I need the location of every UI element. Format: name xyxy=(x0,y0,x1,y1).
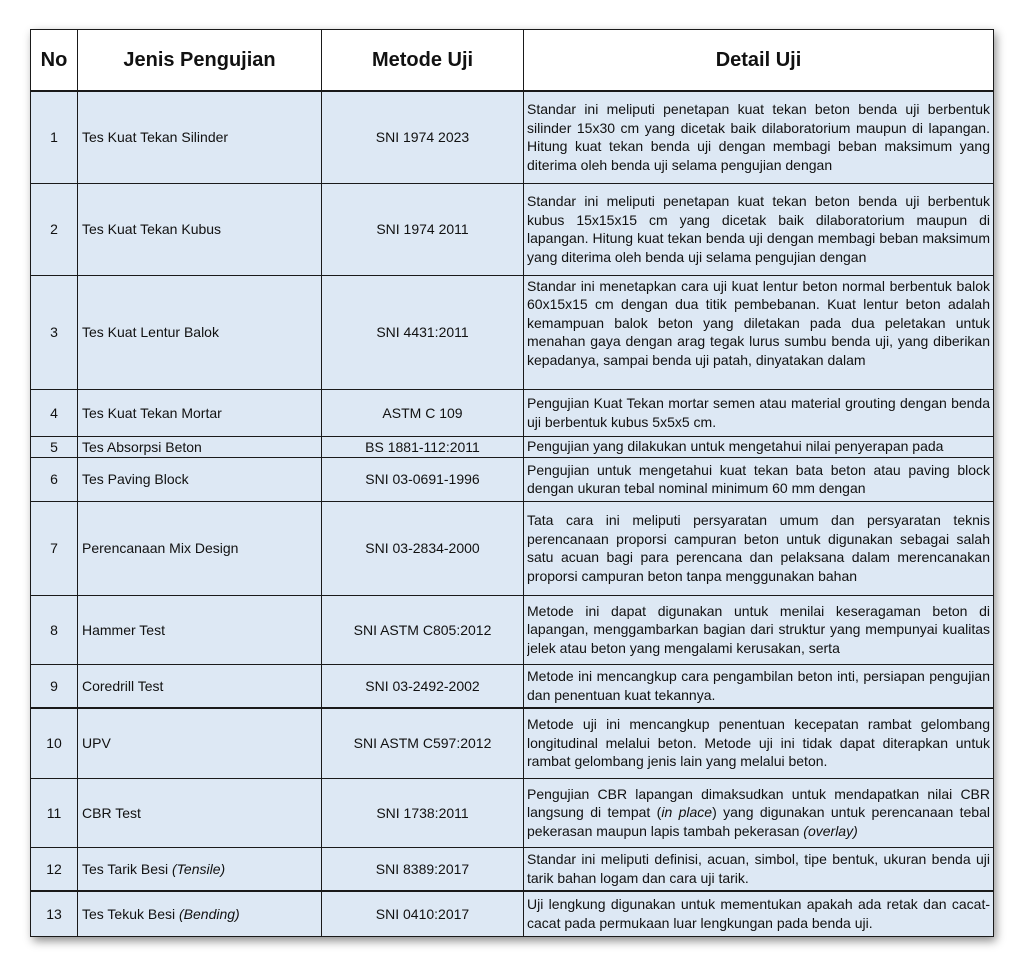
row-detail xyxy=(524,595,994,664)
row-jenis xyxy=(78,847,322,891)
row-no: 10 xyxy=(31,708,78,778)
table-row xyxy=(31,457,994,501)
row-metode: SNI ASTM C805:2012 xyxy=(322,595,524,664)
row-no: 5 xyxy=(31,436,78,457)
jenis-italic-part: (Tensile) xyxy=(172,860,226,877)
row-detail-text: Standar ini menetapkan cara uji kuat lentur beton normal berbentuk balok 60x15x15 cm dengan dua titik pembebanan. Kuat lentur beton adalah kemampuan balok beton yang diletakan pada dua peletakan untuk menahan gaya dengan arag tegak lurus sumbu benda uji, yang diberikan kepadanya, sampai benda uji patah, dinyatakan dalam xyxy=(527,277,990,368)
row-no: 3 xyxy=(31,275,78,389)
row-metode: SNI 1738:2011 xyxy=(322,778,524,847)
row-detail-text: Standar ini meliputi penetapan kuat tekan beton benda uji berbentuk silinder 15x30 cm yang dicetak baik dilaboratorium maupun di lapangan. Hitung kuat tekan benda uji dengan membagi beban maksimum yang diterima oleh benda uji selama pengujian dengan xyxy=(527,101,990,173)
row-no: 9 xyxy=(31,664,78,708)
table-row xyxy=(31,183,994,275)
row-jenis: Tes Kuat Tekan Silinder xyxy=(78,91,322,183)
row-metode: SNI 1974 2011 xyxy=(322,183,524,275)
table-row xyxy=(31,275,994,389)
row-detail xyxy=(524,91,994,183)
row-detail-text xyxy=(527,785,990,841)
jenis-text-part: Tes Tarik Besi xyxy=(82,860,172,877)
row-detail xyxy=(524,891,994,936)
row-detail-text: Metode ini mencangkup cara pengambilan beton inti, persiapan pengujian dan penentuan kuat tekannya. xyxy=(527,668,990,703)
jenis-text-part: Tes Tekuk Besi xyxy=(82,905,180,922)
header-no: No xyxy=(31,30,78,92)
row-detail-text: Standar ini meliputi definisi, acuan, simbol, tipe bentuk, ukuran benda uji tarik bahan logam dan cara uji tarik. xyxy=(527,851,990,886)
row-detail-text: Pengujian untuk mengetahui kuat tekan bata beton atau paving block dengan ukuran tebal nominal minimum 60 mm dengan xyxy=(527,461,990,496)
row-detail xyxy=(524,436,994,457)
table-row xyxy=(31,91,994,183)
row-jenis: Tes Paving Block xyxy=(78,457,322,501)
header-detail: Detail Uji xyxy=(524,30,994,92)
row-detail-text: Metode ini dapat digunakan untuk menilai keseragaman beton di lapangan, menggambarkan bagian dari struktur yang mempunyai kualitas jelek atau beton yang mengalami kerusakan, serta xyxy=(527,602,990,656)
row-jenis: Coredrill Test xyxy=(78,664,322,708)
detail-text-part: ) yang digunakan untuk perencanaan tebal pekerasan maupun lapis tambah pekerasan xyxy=(527,804,990,839)
row-detail xyxy=(524,457,994,501)
row-jenis: Hammer Test xyxy=(78,595,322,664)
row-metode: BS 1881-112:2011 xyxy=(322,436,524,457)
row-jenis: Tes Absorpsi Beton xyxy=(78,436,322,457)
table-row xyxy=(31,847,994,891)
table-row xyxy=(31,891,994,936)
test-table-sheet xyxy=(30,29,993,937)
row-no: 6 xyxy=(31,457,78,501)
table-row xyxy=(31,778,994,847)
row-jenis: Tes Kuat Lentur Balok xyxy=(78,275,322,389)
header-jenis: Jenis Pengujian xyxy=(78,30,322,92)
row-metode: SNI 8389:2017 xyxy=(322,847,524,891)
row-metode: SNI 03-2492-2002 xyxy=(322,664,524,708)
row-detail-text: Pengujian Kuat Tekan mortar semen atau material grouting dengan benda uji berbentuk kubus 5x5x5 cm. xyxy=(527,395,990,430)
row-metode: SNI 1974 2023 xyxy=(322,91,524,183)
row-no: 12 xyxy=(31,847,78,891)
row-metode: SNI 03-2834-2000 xyxy=(322,501,524,595)
test-table xyxy=(30,29,994,937)
row-jenis: UPV xyxy=(78,708,322,778)
row-detail-text: Standar ini meliputi penetapan kuat tekan beton benda uji berbentuk kubus 15x15x15 cm yang dicetak baik dilaboratorium maupun di lapangan. Hitung kuat tekan benda uji dengan membagi beban maksimum yang diterima oleh benda uji selama pengujian dengan xyxy=(527,193,990,265)
row-detail-text: Uji lengkung digunakan untuk mementukan apakah ada retak dan cacat-cacat pada permukaan luar lengkungan pada benda uji. xyxy=(527,896,990,931)
row-jenis: Perencanaan Mix Design xyxy=(78,501,322,595)
row-detail xyxy=(524,501,994,595)
header-metode: Metode Uji xyxy=(322,30,524,92)
row-no: 8 xyxy=(31,595,78,664)
row-metode: SNI 03-0691-1996 xyxy=(322,457,524,501)
table-row xyxy=(31,708,994,778)
row-detail xyxy=(524,183,994,275)
row-detail-text: Tata cara ini meliputi persyaratan umum dan persyaratan teknis perencanaan proporsi campuran beton untuk digunakan sebagai salah satu acuan bagi para perencana dan pelaksana dalam merencanakan proporsi campuran beton tanpa menggunakan bahan xyxy=(527,512,990,584)
jenis-italic-part: (Bending) xyxy=(179,905,240,922)
row-detail xyxy=(524,778,994,847)
row-detail-text: Pengujian yang dilakukan untuk mengetahui nilai penyerapan pada xyxy=(527,438,944,454)
row-no: 4 xyxy=(31,389,78,436)
table-row xyxy=(31,501,994,595)
row-no: 1 xyxy=(31,91,78,183)
row-no: 13 xyxy=(31,891,78,936)
row-jenis: Tes Kuat Tekan Kubus xyxy=(78,183,322,275)
table-row xyxy=(31,595,994,664)
row-no: 11 xyxy=(31,778,78,847)
row-detail xyxy=(524,708,994,778)
row-detail xyxy=(524,275,994,389)
row-detail xyxy=(524,389,994,436)
row-no: 2 xyxy=(31,183,78,275)
row-metode: ASTM C 109 xyxy=(322,389,524,436)
row-metode: SNI 4431:2011 xyxy=(322,275,524,389)
row-jenis: CBR Test xyxy=(78,778,322,847)
row-detail xyxy=(524,664,994,708)
table-row xyxy=(31,389,994,436)
row-no: 7 xyxy=(31,501,78,595)
table-row xyxy=(31,436,994,457)
table-row xyxy=(31,664,994,708)
row-detail xyxy=(524,847,994,891)
row-jenis: Tes Kuat Tekan Mortar xyxy=(78,389,322,436)
detail-text-part: Pengujian CBR lapangan dimaksudkan untuk mendapatkan nilai CBR langsung di tempat ( xyxy=(527,785,990,820)
row-metode: SNI 0410:2017 xyxy=(322,891,524,936)
row-metode: SNI ASTM C597:2012 xyxy=(322,708,524,778)
row-jenis xyxy=(78,891,322,936)
table-header-row xyxy=(31,30,994,92)
detail-italic-part: in place xyxy=(661,804,713,820)
row-detail-text: Metode uji ini mencangkup penentuan kecepatan rambat gelombang longitudinal melalui beton. Metode uji ini tidak dapat diterapkan untuk rambat gelombang jenis lain yang melalui beton. xyxy=(527,716,990,770)
detail-italic-part: (overlay) xyxy=(803,822,858,839)
